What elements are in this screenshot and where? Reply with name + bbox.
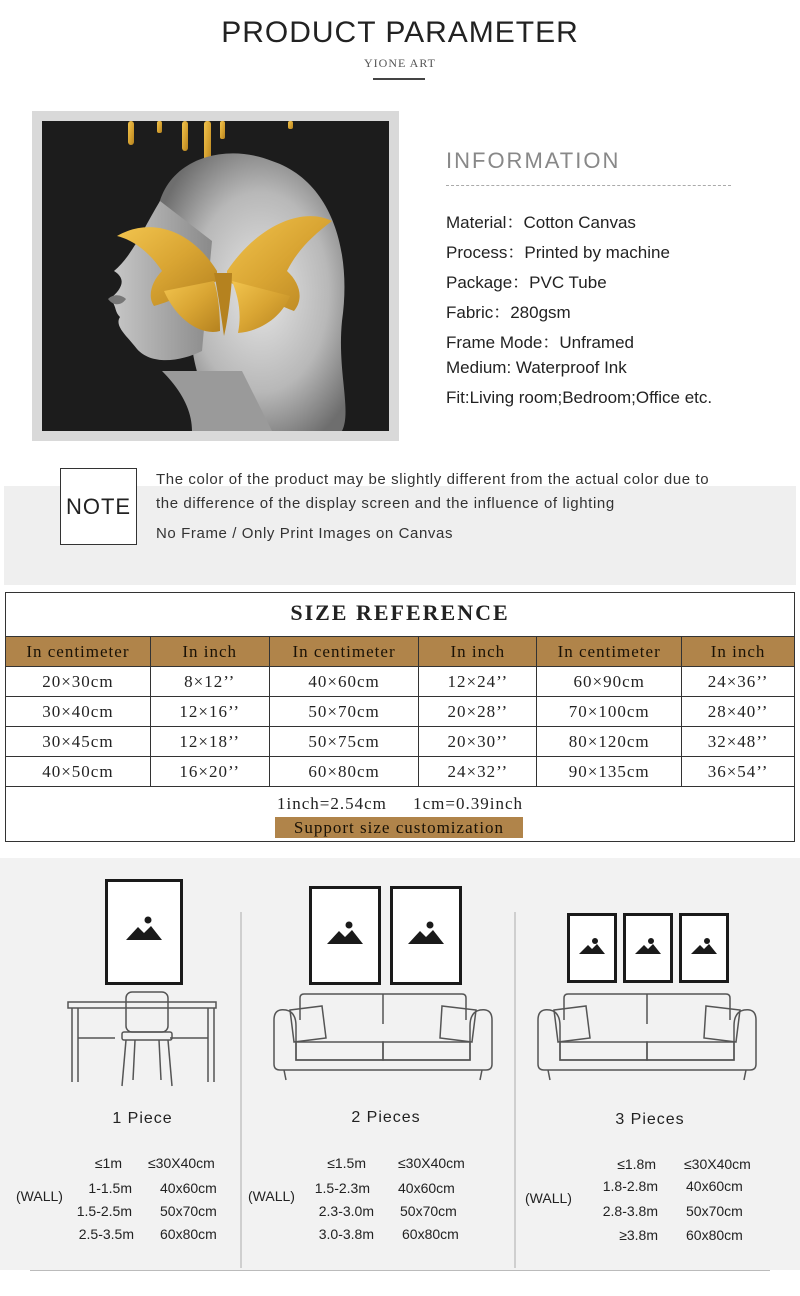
desk-chair-icon bbox=[60, 990, 225, 1088]
table-cell: 24×32’’ bbox=[419, 757, 537, 787]
wall-label: (WALL) bbox=[525, 1190, 572, 1206]
table-cell: 40×60cm bbox=[269, 667, 419, 697]
header-cell: In centimeter bbox=[269, 637, 419, 667]
print-size: ≤30X40cm bbox=[398, 1155, 465, 1171]
piece-label: 2 Pieces bbox=[351, 1109, 421, 1126]
note-text-line-3: No Frame / Only Print Images on Canvas bbox=[156, 525, 454, 542]
table-cell: 80×120cm bbox=[537, 727, 682, 757]
mountain-icon bbox=[312, 889, 378, 982]
header-cell: In inch bbox=[419, 637, 537, 667]
table-cell: 28×40’’ bbox=[682, 697, 795, 727]
note-label: NOTE bbox=[60, 468, 137, 545]
table-row bbox=[6, 697, 795, 727]
header-cell: In centimeter bbox=[537, 637, 682, 667]
wall-width: 2.8-3.8m bbox=[602, 1203, 658, 1219]
table-cell: 8×12’’ bbox=[150, 667, 269, 697]
table-row bbox=[6, 727, 795, 757]
wall-width: ≤1.8m bbox=[617, 1156, 656, 1172]
table-row bbox=[6, 667, 795, 697]
table-cell: 20×30’’ bbox=[419, 727, 537, 757]
print-size: 60x80cm bbox=[686, 1227, 743, 1243]
print-size: 40x60cm bbox=[160, 1180, 217, 1196]
table-cell: 90×135cm bbox=[537, 757, 682, 787]
wall-frame bbox=[309, 886, 381, 985]
info-package: Package：PVC Tube bbox=[446, 273, 607, 292]
mountain-icon bbox=[108, 882, 180, 982]
table-cell: 60×90cm bbox=[537, 667, 682, 697]
table-cell: 12×24’’ bbox=[419, 667, 537, 697]
wall-frame bbox=[623, 913, 673, 983]
wall-frame bbox=[679, 913, 729, 983]
info-process: Process：Printed by machine bbox=[446, 243, 670, 262]
wall-width: 1-1.5m bbox=[88, 1180, 132, 1196]
wall-width: 1.8-2.8m bbox=[602, 1178, 658, 1194]
table-cell: 16×20’’ bbox=[150, 757, 269, 787]
table-cell: 32×48’’ bbox=[682, 727, 795, 757]
table-cell: 24×36’’ bbox=[682, 667, 795, 697]
information-heading: INFORMATION bbox=[446, 148, 621, 173]
print-size: ≤30X40cm bbox=[148, 1155, 215, 1171]
table-cell: 40×50cm bbox=[6, 757, 151, 787]
piece-label: 1 Piece bbox=[112, 1110, 173, 1127]
header-cell: In inch bbox=[150, 637, 269, 667]
table-cell: 12×18’’ bbox=[150, 727, 269, 757]
info-frame-mode: Frame Mode：Unframed bbox=[446, 333, 635, 352]
table-cell: 30×45cm bbox=[6, 727, 151, 757]
table-cell: 30×40cm bbox=[6, 697, 151, 727]
info-material: Material：Cotton Canvas bbox=[446, 213, 636, 232]
wall-width: 2.3-3.0m bbox=[318, 1203, 374, 1219]
table-cell: 20×28’’ bbox=[419, 697, 537, 727]
product-image bbox=[42, 121, 389, 431]
wall-width: 3.0-3.8m bbox=[318, 1226, 374, 1242]
customization-badge: Support size customization bbox=[275, 817, 523, 838]
table-cell: 36×54’’ bbox=[682, 757, 795, 787]
wall-width: ≤1.5m bbox=[327, 1155, 366, 1171]
size-reference-title: SIZE REFERENCE bbox=[290, 600, 510, 625]
bottom-divider bbox=[30, 1270, 770, 1271]
header-cell: In inch bbox=[682, 637, 795, 667]
sofa-icon bbox=[270, 990, 496, 1082]
table-cell: 50×75cm bbox=[269, 727, 419, 757]
table-cell: 12×16’’ bbox=[150, 697, 269, 727]
information-divider bbox=[446, 185, 731, 186]
print-size: 50x70cm bbox=[686, 1203, 743, 1219]
header-cell: In centimeter bbox=[6, 637, 151, 667]
wall-width: 2.5-3.5m bbox=[78, 1226, 134, 1242]
piece-label: 3 Pieces bbox=[615, 1111, 685, 1128]
title-divider bbox=[373, 78, 425, 80]
mountain-icon bbox=[570, 916, 614, 980]
sofa-icon bbox=[534, 990, 760, 1082]
wall-width: 1.5-2.5m bbox=[76, 1203, 132, 1219]
size-table bbox=[5, 636, 795, 787]
print-size: 40x60cm bbox=[686, 1178, 743, 1194]
print-size: 60x80cm bbox=[402, 1226, 459, 1242]
print-size: 50x70cm bbox=[160, 1203, 217, 1219]
table-cell: 50×70cm bbox=[269, 697, 419, 727]
unit-conversion: 1inch=2.54cm 1cm=0.39inch bbox=[277, 794, 523, 813]
page-title: PRODUCT PARAMETER bbox=[221, 16, 579, 49]
note-text-line-2: the difference of the display screen and the influence of lighting bbox=[156, 495, 615, 512]
mountain-icon bbox=[393, 889, 459, 982]
panel-divider bbox=[240, 912, 242, 1268]
product-artwork bbox=[42, 121, 389, 431]
note-text-line-1: The color of the product may be slightly different from the actual color due to bbox=[156, 471, 710, 488]
wall-width: 1.5-2.3m bbox=[314, 1180, 370, 1196]
brand-subtitle: YIONE ART bbox=[364, 56, 436, 70]
info-fabric: Fabric：280gsm bbox=[446, 303, 571, 322]
table-cell: 20×30cm bbox=[6, 667, 151, 697]
print-size: 60x80cm bbox=[160, 1226, 217, 1242]
table-cell: 60×80cm bbox=[269, 757, 419, 787]
wall-label: (WALL) bbox=[16, 1188, 63, 1204]
wall-label: (WALL) bbox=[248, 1188, 295, 1204]
size-table-header bbox=[6, 637, 795, 667]
table-row bbox=[6, 757, 795, 787]
wall-width: ≤1m bbox=[94, 1155, 122, 1171]
table-cell: 70×100cm bbox=[537, 697, 682, 727]
info-medium: Medium: Waterproof Ink bbox=[446, 358, 627, 377]
wall-frame bbox=[567, 913, 617, 983]
wall-width: ≥3.8m bbox=[619, 1227, 658, 1243]
wall-frame bbox=[105, 879, 183, 985]
print-size: 50x70cm bbox=[400, 1203, 457, 1219]
print-size: ≤30X40cm bbox=[684, 1156, 751, 1172]
mountain-icon bbox=[626, 916, 670, 980]
wall-frame bbox=[390, 886, 462, 985]
print-size: 40x60cm bbox=[398, 1180, 455, 1196]
mountain-icon bbox=[682, 916, 726, 980]
info-fit: Fit:Living room;Bedroom;Office etc. bbox=[446, 388, 713, 407]
panel-divider bbox=[514, 912, 516, 1268]
